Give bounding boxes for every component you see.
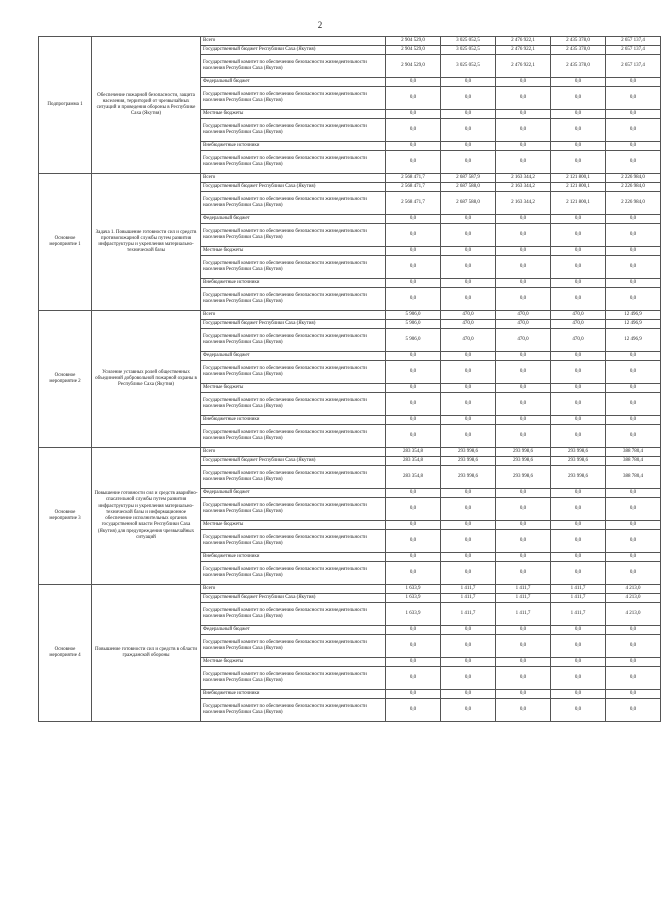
amount-cell: 0,0 (551, 110, 606, 119)
amount-cell: 0,0 (441, 78, 496, 87)
funding-source-cell: Государственный комитет по обеспечению безопасности жизнедеятельности населения Республики Саха (Якутия) (201, 498, 386, 521)
amount-cell: 2 657 137,4 (606, 37, 661, 46)
amount-cell: 2 904 529,0 (386, 37, 441, 46)
amount-cell: 0,0 (551, 393, 606, 416)
amount-cell: 0,0 (606, 279, 661, 288)
amount-cell: 1 411,7 (496, 585, 551, 594)
amount-cell: 293 998,6 (551, 448, 606, 457)
amount-cell: 0,0 (606, 142, 661, 151)
amount-cell: 0,0 (386, 247, 441, 256)
amount-cell: 12 496,9 (606, 329, 661, 352)
amount-cell: 2 568 471,7 (386, 192, 441, 215)
funding-source-cell: Федеральный бюджет (201, 626, 386, 635)
amount-cell: 0,0 (386, 393, 441, 416)
amount-cell: 0,0 (496, 352, 551, 361)
amount-cell: 2 476 922,1 (496, 37, 551, 46)
amount-cell: 0,0 (496, 699, 551, 722)
amount-cell: 0,0 (386, 425, 441, 448)
amount-cell: 0,0 (441, 690, 496, 699)
amount-cell: 2 226 984,0 (606, 192, 661, 215)
amount-cell: 2 657 137,4 (606, 55, 661, 78)
amount-cell: 2 687 588,0 (441, 183, 496, 192)
amount-cell: 0,0 (386, 498, 441, 521)
amount-cell: 0,0 (496, 521, 551, 530)
amount-cell: 1 411,7 (441, 585, 496, 594)
amount-cell: 1 411,7 (496, 603, 551, 626)
funding-source-cell: Местные бюджеты (201, 521, 386, 530)
amount-cell: 293 998,6 (441, 466, 496, 489)
amount-cell: 12 496,9 (606, 311, 661, 320)
amount-cell: 2 568 471,7 (386, 174, 441, 183)
amount-cell: 0,0 (606, 361, 661, 384)
amount-cell: 0,0 (551, 425, 606, 448)
amount-cell: 0,0 (496, 489, 551, 498)
amount-cell: 0,0 (386, 256, 441, 279)
amount-cell: 0,0 (441, 626, 496, 635)
amount-cell: 0,0 (441, 489, 496, 498)
funding-source-cell: Государственный комитет по обеспечению безопасности жизнедеятельности населения Республики Саха (Якутия) (201, 55, 386, 78)
amount-cell: 0,0 (606, 553, 661, 562)
budget-table (38, 36, 661, 722)
amount-cell: 0,0 (551, 498, 606, 521)
amount-cell: 0,0 (551, 690, 606, 699)
funding-source-cell: Федеральный бюджет (201, 215, 386, 224)
funding-source-cell: Внебюджетные источники (201, 690, 386, 699)
funding-source-cell: Государственный комитет по обеспечению безопасности жизнедеятельности населения Республики Саха (Якутия) (201, 603, 386, 626)
amount-cell: 2 657 137,4 (606, 46, 661, 55)
amount-cell: 0,0 (606, 384, 661, 393)
amount-cell: 470,0 (551, 311, 606, 320)
amount-cell: 0,0 (606, 87, 661, 110)
amount-cell: 0,0 (441, 635, 496, 658)
amount-cell: 0,0 (496, 425, 551, 448)
funding-source-cell: Местные бюджеты (201, 110, 386, 119)
amount-cell: 1 411,7 (551, 585, 606, 594)
amount-cell: 388 780,4 (606, 457, 661, 466)
amount-cell: 0,0 (441, 110, 496, 119)
funding-source-cell: Государственный комитет по обеспечению безопасности жизнедеятельности населения Республики Саха (Якутия) (201, 425, 386, 448)
amount-cell: 0,0 (551, 635, 606, 658)
amount-cell: 1 411,7 (496, 594, 551, 603)
table-row (39, 37, 661, 46)
amount-cell: 0,0 (551, 247, 606, 256)
amount-cell: 0,0 (606, 256, 661, 279)
amount-cell: 0,0 (496, 530, 551, 553)
funding-source-cell: Всего (201, 37, 386, 46)
amount-cell: 0,0 (496, 256, 551, 279)
amount-cell: 2 435 378,0 (551, 46, 606, 55)
amount-cell: 293 998,6 (496, 448, 551, 457)
funding-source-cell: Государственный комитет по обеспечению безопасности жизнедеятельности населения Республики Саха (Якутия) (201, 329, 386, 352)
amount-cell: 0,0 (551, 416, 606, 425)
amount-cell: 0,0 (606, 699, 661, 722)
amount-cell: 0,0 (496, 78, 551, 87)
amount-cell: 1 633,9 (386, 585, 441, 594)
amount-cell: 293 998,6 (551, 466, 606, 489)
program-goal-cell: Усиление уставных ролей общественных объединений добровольной пожарной охраны в Республике Саха (Якутия) (92, 311, 201, 448)
amount-cell: 0,0 (386, 142, 441, 151)
amount-cell: 283 354,8 (386, 466, 441, 489)
amount-cell: 0,0 (441, 667, 496, 690)
amount-cell: 0,0 (606, 151, 661, 174)
amount-cell: 2 163 344,2 (496, 174, 551, 183)
table-row (39, 311, 661, 320)
amount-cell: 2 904 529,0 (386, 55, 441, 78)
amount-cell: 2 163 344,2 (496, 183, 551, 192)
amount-cell: 2 121 800,1 (551, 183, 606, 192)
amount-cell: 0,0 (606, 425, 661, 448)
amount-cell: 0,0 (441, 119, 496, 142)
amount-cell: 0,0 (386, 521, 441, 530)
funding-source-cell: Государственный комитет по обеспечению безопасности жизнедеятельности населения Республики Саха (Якутия) (201, 635, 386, 658)
amount-cell: 1 633,9 (386, 603, 441, 626)
amount-cell: 293 998,6 (551, 457, 606, 466)
amount-cell: 0,0 (386, 553, 441, 562)
program-name-cell: Основное мероприятие 4 (39, 585, 92, 722)
amount-cell: 0,0 (386, 658, 441, 667)
budget-table-body (39, 37, 661, 722)
amount-cell: 0,0 (551, 530, 606, 553)
amount-cell: 4 213,0 (606, 585, 661, 594)
table-row (39, 448, 661, 457)
program-goal-cell: Задача 1. Повышение готовности сил и средств противопожарной службы путем развития инфраструктуры и укрепления материально-технической базы (92, 174, 201, 311)
amount-cell: 0,0 (606, 626, 661, 635)
amount-cell: 293 998,6 (441, 448, 496, 457)
amount-cell: 0,0 (496, 119, 551, 142)
amount-cell: 470,0 (441, 320, 496, 329)
amount-cell: 2 687 588,0 (441, 192, 496, 215)
amount-cell: 470,0 (441, 329, 496, 352)
amount-cell: 0,0 (386, 78, 441, 87)
amount-cell: 5 906,0 (386, 311, 441, 320)
amount-cell: 0,0 (551, 119, 606, 142)
amount-cell: 0,0 (606, 530, 661, 553)
funding-source-cell: Государственный бюджет Республики Саха (Якутия) (201, 46, 386, 55)
amount-cell: 0,0 (606, 352, 661, 361)
amount-cell: 0,0 (496, 658, 551, 667)
amount-cell: 0,0 (496, 215, 551, 224)
amount-cell: 0,0 (441, 361, 496, 384)
amount-cell: 0,0 (386, 110, 441, 119)
amount-cell: 0,0 (551, 361, 606, 384)
funding-source-cell: Местные бюджеты (201, 658, 386, 667)
amount-cell: 0,0 (441, 393, 496, 416)
amount-cell: 0,0 (496, 416, 551, 425)
amount-cell: 0,0 (606, 215, 661, 224)
amount-cell: 0,0 (386, 279, 441, 288)
amount-cell: 0,0 (551, 626, 606, 635)
funding-source-cell: Местные бюджеты (201, 384, 386, 393)
amount-cell: 0,0 (551, 352, 606, 361)
amount-cell: 0,0 (441, 279, 496, 288)
amount-cell: 2 435 378,0 (551, 55, 606, 78)
amount-cell: 1 633,9 (386, 594, 441, 603)
amount-cell: 0,0 (551, 553, 606, 562)
amount-cell: 0,0 (551, 562, 606, 585)
amount-cell: 293 998,6 (496, 466, 551, 489)
amount-cell: 0,0 (386, 690, 441, 699)
amount-cell: 0,0 (606, 562, 661, 585)
amount-cell: 0,0 (441, 151, 496, 174)
amount-cell: 0,0 (386, 667, 441, 690)
amount-cell: 0,0 (496, 498, 551, 521)
funding-source-cell: Государственный бюджет Республики Саха (Якутия) (201, 457, 386, 466)
amount-cell: 0,0 (551, 78, 606, 87)
amount-cell: 0,0 (441, 425, 496, 448)
amount-cell: 388 780,4 (606, 466, 661, 489)
funding-source-cell: Государственный бюджет Республики Саха (Якутия) (201, 594, 386, 603)
funding-source-cell: Государственный комитет по обеспечению безопасности жизнедеятельности населения Республики Саха (Якутия) (201, 562, 386, 585)
amount-cell: 0,0 (441, 247, 496, 256)
funding-source-cell: Местные бюджеты (201, 247, 386, 256)
funding-source-cell: Государственный комитет по обеспечению безопасности жизнедеятельности населения Республики Саха (Якутия) (201, 151, 386, 174)
program-goal-cell: Обеспечение пожарной безопасности, защита населения, территорий от чрезвычайных ситуаций и проведения обороны в Республике Саха (Якутия) (92, 37, 201, 174)
amount-cell: 0,0 (551, 215, 606, 224)
amount-cell: 12 496,9 (606, 320, 661, 329)
amount-cell: 0,0 (386, 384, 441, 393)
amount-cell: 388 780,4 (606, 448, 661, 457)
amount-cell: 0,0 (606, 521, 661, 530)
program-name-cell: Подпрограмма 1 (39, 37, 92, 174)
funding-source-cell: Государственный бюджет Республики Саха (Якутия) (201, 183, 386, 192)
amount-cell: 0,0 (386, 87, 441, 110)
funding-source-cell: Государственный комитет по обеспечению безопасности жизнедеятельности населения Республики Саха (Якутия) (201, 119, 386, 142)
amount-cell: 4 213,0 (606, 603, 661, 626)
amount-cell: 0,0 (496, 142, 551, 151)
funding-source-cell: Внебюджетные источники (201, 279, 386, 288)
page-number: 2 (317, 20, 323, 30)
funding-source-cell: Государственный комитет по обеспечению безопасности жизнедеятельности населения Республики Саха (Якутия) (201, 361, 386, 384)
amount-cell: 5 906,0 (386, 320, 441, 329)
program-goal-cell: Повышение готовности сил и средств в области гражданской обороны (92, 585, 201, 722)
amount-cell: 0,0 (606, 247, 661, 256)
funding-source-cell: Государственный комитет по обеспечению безопасности жизнедеятельности населения Республики Саха (Якутия) (201, 224, 386, 247)
amount-cell: 0,0 (441, 142, 496, 151)
funding-source-cell: Всего (201, 174, 386, 183)
amount-cell: 0,0 (551, 224, 606, 247)
amount-cell: 0,0 (496, 553, 551, 562)
amount-cell: 0,0 (386, 635, 441, 658)
amount-cell: 0,0 (496, 151, 551, 174)
amount-cell: 0,0 (496, 279, 551, 288)
amount-cell: 0,0 (551, 151, 606, 174)
amount-cell: 0,0 (551, 256, 606, 279)
amount-cell: 0,0 (386, 626, 441, 635)
amount-cell: 0,0 (441, 288, 496, 311)
funding-source-cell: Всего (201, 585, 386, 594)
amount-cell: 0,0 (386, 352, 441, 361)
amount-cell: 283 354,8 (386, 448, 441, 457)
amount-cell: 0,0 (551, 667, 606, 690)
amount-cell: 2 476 922,1 (496, 46, 551, 55)
amount-cell: 1 411,7 (441, 594, 496, 603)
amount-cell: 470,0 (496, 329, 551, 352)
funding-source-cell: Государственный комитет по обеспечению безопасности жизнедеятельности населения Республики Саха (Якутия) (201, 466, 386, 489)
amount-cell: 470,0 (551, 329, 606, 352)
amount-cell: 0,0 (496, 224, 551, 247)
table-row (39, 174, 661, 183)
amount-cell: 0,0 (496, 635, 551, 658)
funding-source-cell: Всего (201, 311, 386, 320)
amount-cell: 0,0 (441, 416, 496, 425)
amount-cell: 0,0 (386, 119, 441, 142)
amount-cell: 0,0 (606, 690, 661, 699)
amount-cell: 0,0 (606, 498, 661, 521)
funding-source-cell: Государственный комитет по обеспечению безопасности жизнедеятельности населения Республики Саха (Якутия) (201, 192, 386, 215)
amount-cell: 0,0 (441, 224, 496, 247)
amount-cell: 0,0 (496, 288, 551, 311)
amount-cell: 0,0 (441, 498, 496, 521)
funding-source-cell: Всего (201, 448, 386, 457)
amount-cell: 1 411,7 (551, 594, 606, 603)
amount-cell: 0,0 (496, 110, 551, 119)
amount-cell: 4 213,0 (606, 594, 661, 603)
funding-source-cell: Государственный комитет по обеспечению безопасности жизнедеятельности населения Республики Саха (Якутия) (201, 256, 386, 279)
funding-source-cell: Внебюджетные источники (201, 416, 386, 425)
amount-cell: 470,0 (551, 320, 606, 329)
amount-cell: 0,0 (551, 142, 606, 151)
program-name-cell: Основное мероприятие 2 (39, 311, 92, 448)
program-name-cell: Основное мероприятие 1 (39, 174, 92, 311)
amount-cell: 0,0 (606, 119, 661, 142)
amount-cell: 293 998,6 (496, 457, 551, 466)
amount-cell: 470,0 (441, 311, 496, 320)
amount-cell: 0,0 (496, 626, 551, 635)
amount-cell: 2 163 344,2 (496, 192, 551, 215)
amount-cell: 0,0 (441, 215, 496, 224)
funding-source-cell: Федеральный бюджет (201, 78, 386, 87)
amount-cell: 0,0 (606, 635, 661, 658)
table-row (39, 585, 661, 594)
amount-cell: 0,0 (551, 288, 606, 311)
amount-cell: 0,0 (386, 151, 441, 174)
amount-cell: 0,0 (551, 699, 606, 722)
amount-cell: 0,0 (606, 110, 661, 119)
amount-cell: 0,0 (606, 393, 661, 416)
amount-cell: 0,0 (386, 530, 441, 553)
amount-cell: 0,0 (606, 224, 661, 247)
amount-cell: 293 998,6 (441, 457, 496, 466)
amount-cell: 1 411,7 (551, 603, 606, 626)
funding-source-cell: Государственный бюджет Республики Саха (Якутия) (201, 320, 386, 329)
amount-cell: 0,0 (551, 87, 606, 110)
funding-source-cell: Федеральный бюджет (201, 489, 386, 498)
amount-cell: 0,0 (496, 87, 551, 110)
amount-cell: 0,0 (441, 530, 496, 553)
amount-cell: 0,0 (441, 658, 496, 667)
amount-cell: 0,0 (551, 521, 606, 530)
amount-cell: 0,0 (441, 553, 496, 562)
amount-cell: 0,0 (441, 352, 496, 361)
funding-source-cell: Внебюджетные источники (201, 553, 386, 562)
amount-cell: 0,0 (606, 78, 661, 87)
funding-source-cell: Государственный комитет по обеспечению безопасности жизнедеятельности населения Республики Саха (Якутия) (201, 667, 386, 690)
amount-cell: 0,0 (606, 288, 661, 311)
amount-cell: 0,0 (496, 393, 551, 416)
amount-cell: 2 904 529,0 (386, 46, 441, 55)
amount-cell: 2 687 587,9 (441, 174, 496, 183)
amount-cell: 470,0 (496, 320, 551, 329)
amount-cell: 0,0 (386, 416, 441, 425)
amount-cell: 0,0 (386, 361, 441, 384)
amount-cell: 0,0 (606, 416, 661, 425)
amount-cell: 0,0 (496, 562, 551, 585)
amount-cell: 0,0 (606, 658, 661, 667)
amount-cell: 0,0 (551, 489, 606, 498)
amount-cell: 0,0 (386, 288, 441, 311)
amount-cell: 0,0 (441, 699, 496, 722)
amount-cell: 0,0 (551, 384, 606, 393)
funding-source-cell: Государственный комитет по обеспечению безопасности жизнедеятельности населения Республики Саха (Якутия) (201, 288, 386, 311)
amount-cell: 0,0 (496, 384, 551, 393)
amount-cell: 0,0 (386, 489, 441, 498)
amount-cell: 1 411,7 (441, 603, 496, 626)
amount-cell: 2 226 984,0 (606, 174, 661, 183)
amount-cell: 3 025 052,5 (441, 37, 496, 46)
amount-cell: 0,0 (551, 279, 606, 288)
amount-cell: 0,0 (441, 87, 496, 110)
amount-cell: 470,0 (496, 311, 551, 320)
amount-cell: 0,0 (386, 699, 441, 722)
amount-cell: 2 435 378,0 (551, 37, 606, 46)
funding-source-cell: Внебюджетные источники (201, 142, 386, 151)
amount-cell: 2 121 800,1 (551, 192, 606, 215)
funding-source-cell: Государственный комитет по обеспечению безопасности жизнедеятельности населения Республики Саха (Якутия) (201, 393, 386, 416)
amount-cell: 0,0 (441, 521, 496, 530)
program-name-cell: Основное мероприятие 3 (39, 448, 92, 585)
funding-source-cell: Государственный комитет по обеспечению безопасности жизнедеятельности населения Республики Саха (Якутия) (201, 530, 386, 553)
amount-cell: 3 025 052,5 (441, 55, 496, 78)
amount-cell: 0,0 (606, 489, 661, 498)
amount-cell: 2 226 984,0 (606, 183, 661, 192)
amount-cell: 0,0 (441, 384, 496, 393)
amount-cell: 0,0 (441, 256, 496, 279)
amount-cell: 0,0 (496, 690, 551, 699)
amount-cell: 0,0 (496, 247, 551, 256)
amount-cell: 2 568 471,7 (386, 183, 441, 192)
amount-cell: 3 025 052,5 (441, 46, 496, 55)
funding-source-cell: Федеральный бюджет (201, 352, 386, 361)
amount-cell: 0,0 (386, 215, 441, 224)
amount-cell: 0,0 (606, 667, 661, 690)
funding-source-cell: Государственный комитет по обеспечению безопасности жизнедеятельности населения Республики Саха (Якутия) (201, 87, 386, 110)
amount-cell: 0,0 (551, 658, 606, 667)
funding-source-cell: Государственный комитет по обеспечению безопасности жизнедеятельности населения Республики Саха (Якутия) (201, 699, 386, 722)
amount-cell: 5 906,0 (386, 329, 441, 352)
amount-cell: 0,0 (496, 667, 551, 690)
program-goal-cell: Повышение готовности сил и средств аварийно-спасательной службы путем развития инфраструктуры и укрепления материально-технической базы и информационное обеспечение исполнительных органов государственной власти Республики Саха (Якутия) для предупреждения чрезвычайных ситуаций (92, 448, 201, 585)
amount-cell: 283 354,8 (386, 457, 441, 466)
amount-cell: 0,0 (441, 562, 496, 585)
amount-cell: 0,0 (386, 224, 441, 247)
amount-cell: 0,0 (386, 562, 441, 585)
amount-cell: 0,0 (496, 361, 551, 384)
amount-cell: 2 121 800,1 (551, 174, 606, 183)
amount-cell: 2 476 922,1 (496, 55, 551, 78)
